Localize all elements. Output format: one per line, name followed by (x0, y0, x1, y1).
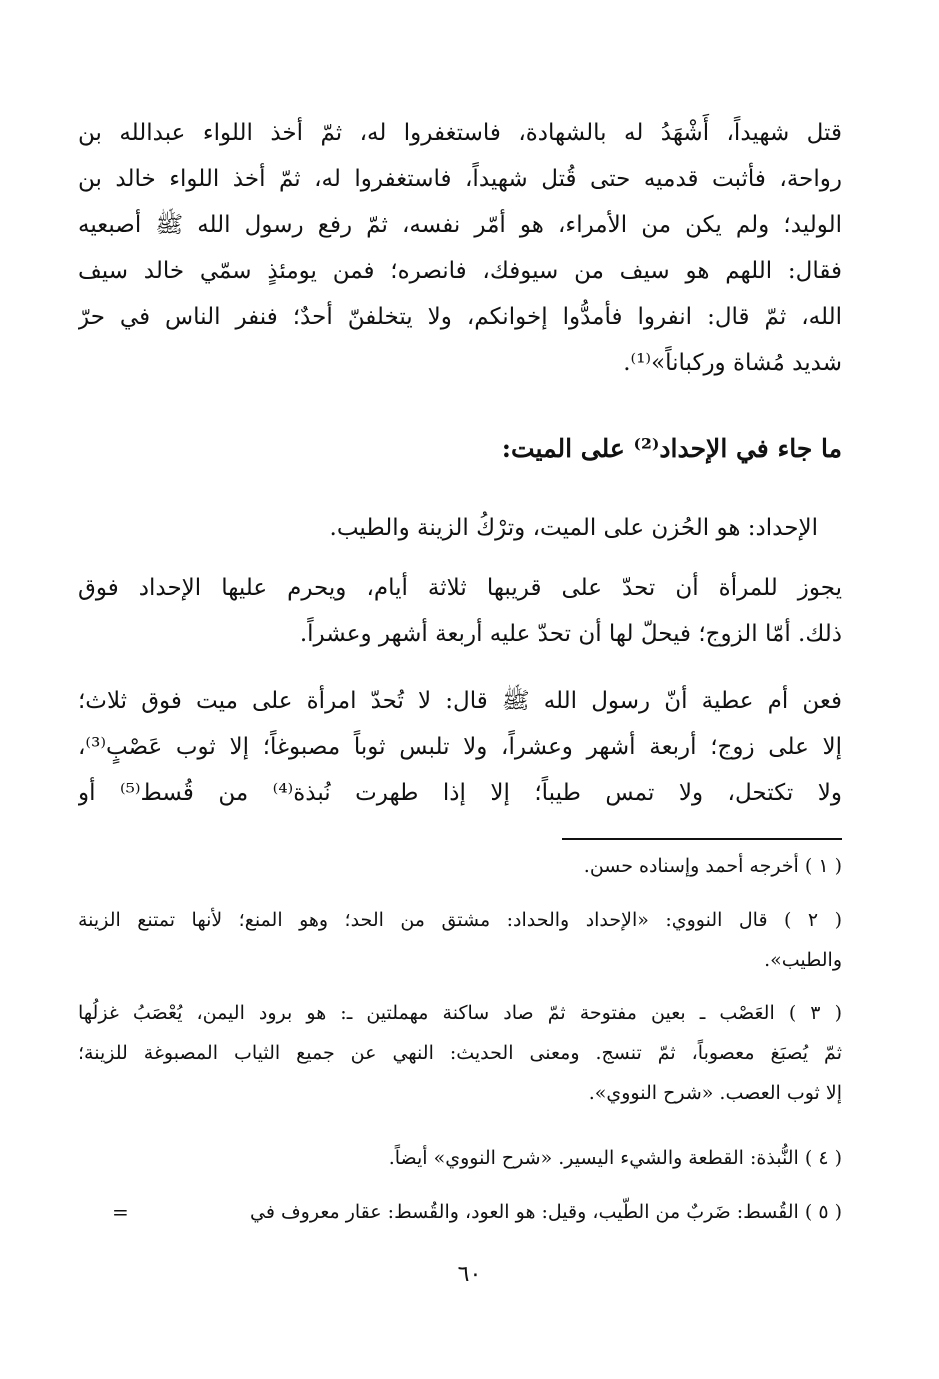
footnote-2 (78, 900, 842, 980)
paragraph-3 (78, 565, 842, 657)
paragraph-4 (78, 678, 842, 816)
footnote-line: ثمّ يُصبَغ معصوباً، ثمّ تنسج. ومعنى الحديث: النهي عن جميع الثياب المصبوغة للزينة؛ (78, 1042, 842, 1064)
footnote-line: ( ٤ ) النُّبذة: القطعة والشيء اليسير. «شرح النووي» أيضاً. (388, 1147, 842, 1169)
section-heading: ما جاء في الإحداد⁽²⁾ على الميت: (501, 434, 842, 463)
footnote-4 (78, 1138, 842, 1178)
text-line: يجوز للمرأة أن تحدّ على قريبها ثلاثة أيام، ويحرم عليها الإحداد فوق (78, 575, 842, 601)
paragraph-1 (78, 110, 842, 386)
text-line: ولا تكتحل، ولا تمس طيباً؛ إلا إذا طهرت نُبذة⁽⁴⁾ من قُسط⁽⁵⁾ أو (78, 780, 842, 806)
text-line: الإحداد: هو الحُزن على الميت، وترْكُ الزينة والطيب. (329, 515, 818, 541)
page-number: ٦٠ (457, 1262, 482, 1287)
text-line: قتل شهيداً، أَشْهَدُ له بالشهادة، فاستغفروا له، ثمّ أخذ اللواء عبدالله بن (78, 120, 842, 146)
footnote-1 (78, 846, 842, 886)
text-line: فعن أم عطية أنّ رسول الله ﷺ قال: لا تُحدّ امرأة على ميت فوق ثلاث؛ (78, 688, 842, 714)
text-line: إلا على زوج؛ أربعة أشهر وعشراً، ولا تلبس ثوباً مصبوغاً؛ إلا ثوب عَصْبٍ⁽³⁾، (78, 734, 842, 760)
footnote-3 (78, 993, 842, 1113)
footnote-line: ( ١ ) أخرجه أحمد وإسناده حسن. (583, 855, 842, 877)
footnote-divider (562, 838, 842, 840)
text-line: شديد مُشاة وركباناً»⁽¹⁾. (623, 350, 842, 376)
footnote-line: والطيب». (764, 949, 842, 971)
footnote-line: ( ٣ ) العَصْب ـ بعين مفتوحة ثمّ صاد ساكنة مهملتين ـ: هو برود اليمن، يُعْصَبُ غزلُها (78, 1002, 842, 1024)
text-line: فقال: اللهم هو سيف من سيوفك، فانصره؛ فمن يومئذٍ سمّي خالد سيف (78, 258, 842, 284)
paragraph-2 (78, 505, 842, 551)
footnote-line: ( ٥ ) القُسط: ضَربٌ من الطّيب، وقيل: هو العود، والقُسط: عقار معروف في (250, 1201, 842, 1223)
footnote-line: إلا ثوب العصب. «شرح النووي». (588, 1082, 842, 1104)
text-line: رواحة، فأثبت قدميه حتى قُتل شهيداً، فاستغفروا له، ثمّ أخذ اللواء خالد بن (78, 166, 842, 192)
text-line: ذلك. أمّا الزوج؛ فيحلّ لها أن تحدّ عليه أربعة أشهر وعشراً. (299, 621, 842, 647)
text-line: الوليد؛ ولم يكن من الأمراء، هو أمّر نفسه، ثمّ رفع رسول الله ﷺ أصبعيه (78, 212, 842, 238)
footnote-5 (152, 1192, 842, 1232)
footnote-line: ( ٢ ) قال النووي: «الإحداد والحداد: مشتق من الحد؛ وهو المنع؛ لأنها تمتنع الزينة (78, 909, 842, 931)
continuation-mark: = (112, 1200, 129, 1224)
text-line: الله، ثمّ قال: انفروا فأمدُّوا إخوانكم، ولا يتخلفنّ أحدٌ؛ فنفر الناس في حرّ (78, 304, 842, 330)
